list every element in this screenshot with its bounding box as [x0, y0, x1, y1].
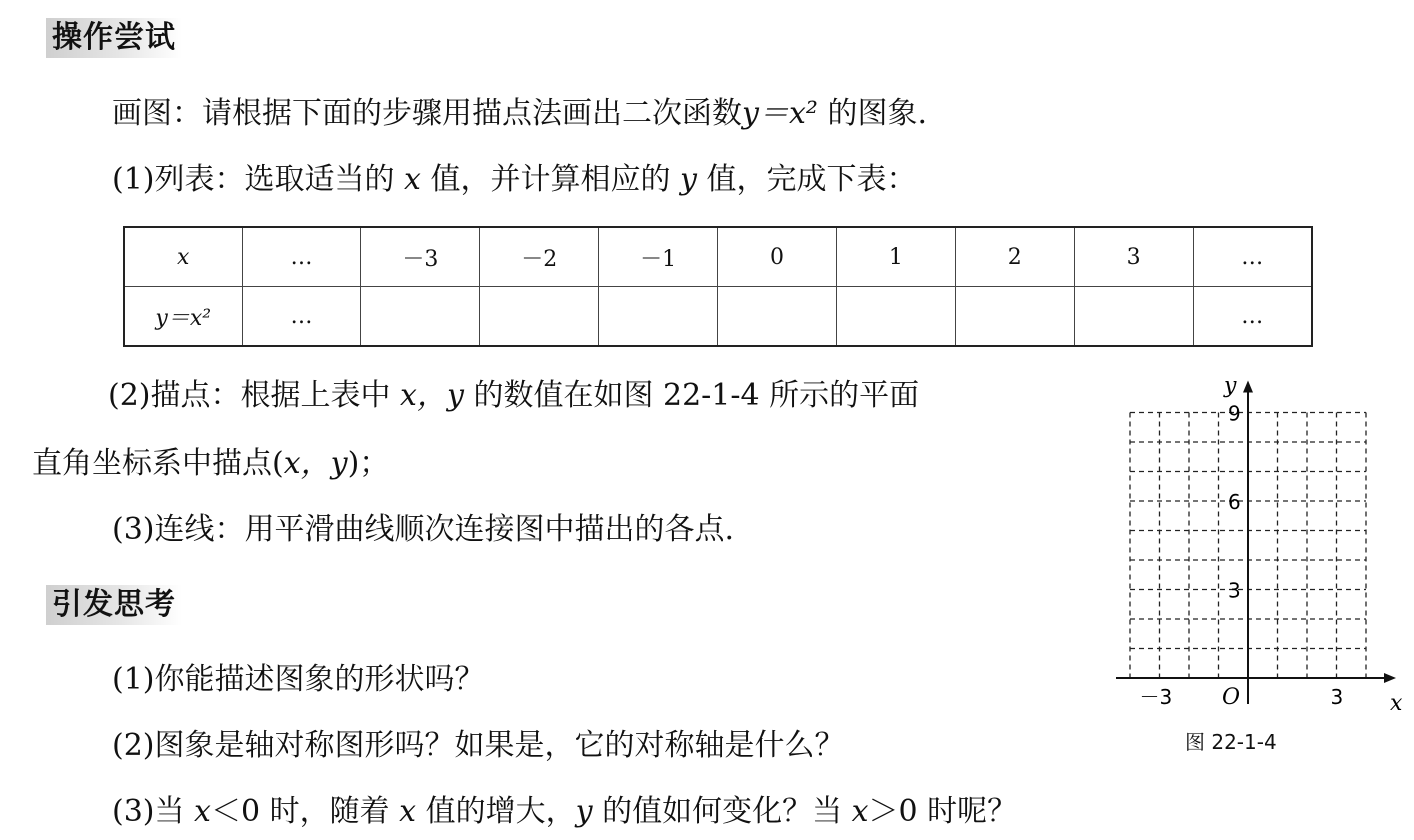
table-cell: … — [242, 227, 361, 287]
step2-line2-xy: x，y — [283, 446, 348, 481]
step2-line2 — [32, 444, 389, 484]
table-row-x-label: x — [124, 227, 242, 287]
question-2 — [112, 726, 845, 766]
table-cell-blank[interactable] — [955, 287, 1074, 347]
coordinate-figure — [1110, 370, 1410, 715]
y-tick-label: 6 — [1228, 490, 1241, 514]
question-3-text-b: ＜0 时，随着 — [210, 794, 400, 829]
step2-text-a: (2)描点：根据上表中 — [108, 378, 401, 413]
step3-line — [112, 510, 734, 550]
table-cell: … — [242, 287, 361, 347]
table-cell-blank[interactable] — [480, 287, 599, 347]
x-axis-label: x — [1390, 691, 1403, 715]
table-cell: 0 — [718, 227, 837, 287]
table-cell: 3 — [1074, 227, 1193, 287]
y-tick-label: 3 — [1228, 578, 1241, 603]
x-tick-label: 3 — [1330, 685, 1344, 709]
step2-xy: x，y — [400, 378, 464, 413]
question-3-x1: x — [194, 794, 211, 829]
table-cell: … — [1193, 287, 1312, 347]
y-axis-label: y — [1224, 373, 1237, 399]
step1-x: x — [404, 162, 421, 197]
section-heading-think — [46, 585, 182, 625]
step2-line2-text-a: 直角坐标系中描点( — [32, 446, 284, 481]
draw-instruction-suffix: 的图象. — [817, 96, 927, 131]
draw-instruction-prefix: 画图：请根据下面的步骤用描点法画出二次函数 — [112, 96, 742, 131]
table-cell: 2 — [955, 227, 1074, 287]
question-3-y: y — [575, 794, 593, 829]
question-3-text-a: (3)当 — [112, 794, 195, 829]
step2-line1 — [108, 376, 919, 416]
question-1 — [112, 660, 485, 700]
question-3-text-e: ＞0 时呢？ — [868, 794, 1018, 829]
section-heading-think-text: 引发思考 — [52, 587, 176, 622]
table-cell: －2 — [480, 227, 599, 287]
table-cell: －3 — [361, 227, 480, 287]
step2-line2-text-b: )； — [347, 446, 390, 481]
step1-instruction — [112, 160, 917, 200]
question-3-text-d: 的值如何变化？当 — [592, 794, 852, 829]
section-heading-try — [46, 18, 182, 58]
table-row-y — [124, 287, 1312, 347]
x-tick-label: －3 — [1139, 685, 1173, 709]
table-cell-blank[interactable] — [361, 287, 480, 347]
table-cell: 1 — [836, 227, 955, 287]
draw-instruction — [112, 94, 927, 134]
step1-y: y — [680, 162, 697, 197]
question-3-text-c: 值的增大， — [416, 794, 576, 829]
table-cell-blank[interactable] — [718, 287, 837, 347]
question-3 — [112, 792, 1017, 832]
question-3-x3: x — [851, 794, 869, 829]
table-row-y-label: y＝x² — [124, 287, 242, 347]
question-1-text: (1)你能描述图象的形状吗？ — [112, 662, 485, 697]
step1-text-c: 值，完成下表： — [696, 162, 917, 197]
step2-text-b: 的数值在如图 22-1-4 所示的平面 — [463, 378, 920, 413]
table-cell: －1 — [599, 227, 718, 287]
x-axis-arrow-icon — [1384, 673, 1396, 683]
table-cell-blank[interactable] — [599, 287, 718, 347]
table-row-x — [124, 227, 1312, 287]
origin-label: O — [1222, 685, 1241, 710]
table-cell-blank[interactable] — [836, 287, 955, 347]
step1-text-b: 值，并计算相应的 — [420, 162, 681, 197]
table-cell-blank[interactable] — [1074, 287, 1193, 347]
draw-instruction-formula: y＝x² — [742, 96, 818, 131]
step1-text-a: (1)列表：选取适当的 — [112, 162, 405, 197]
table-cell: … — [1193, 227, 1312, 287]
y-axis-arrow-icon — [1243, 381, 1253, 393]
y-tick-label: 9 — [1228, 401, 1241, 426]
coordinate-grid — [1110, 370, 1410, 715]
question-3-x2: x — [399, 794, 417, 829]
question-2-text: (2)图象是轴对称图形吗？如果是，它的对称轴是什么？ — [112, 728, 845, 763]
figure-caption: 图 22-1-4 — [1185, 730, 1277, 754]
value-table — [123, 226, 1313, 347]
section-heading-try-text: 操作尝试 — [52, 20, 176, 55]
step3-text: (3)连线：用平滑曲线顺次连接图中描出的各点. — [112, 512, 735, 547]
